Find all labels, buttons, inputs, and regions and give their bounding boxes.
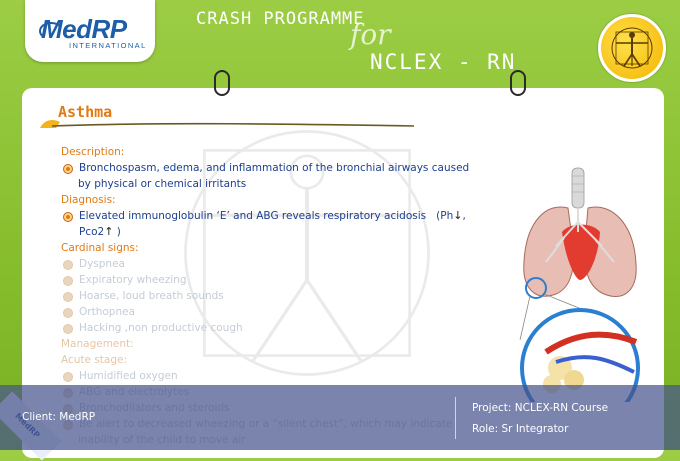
cardinal-signs-label: Cardinal signs: <box>61 242 139 254</box>
cardinal-sign: Dyspnea <box>79 258 125 270</box>
cardinal-sign: Orthopnea <box>79 306 135 318</box>
management-label: Management: <box>61 338 134 350</box>
logo-sub-text: INTERNATIONAL <box>69 41 147 50</box>
diagnosis-main: Elevated immunoglobulin ‘E’ and ABG reveals respiratory acidosis <box>79 210 427 222</box>
list-item <box>61 304 481 320</box>
arrow-down-icon: ↓ <box>453 209 463 222</box>
footer-divider <box>455 397 456 439</box>
acute-stage-label: Acute stage: <box>61 354 128 366</box>
description-text: Bronchospasm, edema, and inflammation of the bronchial airways caused <box>79 162 470 174</box>
cardinal-sign: Hoarse, loud breath sounds <box>79 290 224 302</box>
list-item <box>61 160 481 176</box>
description-text-continued: by physical or chemical irritants <box>78 178 247 190</box>
footer-role: Role: Sr Integrator <box>472 423 569 435</box>
description-label: Description: <box>61 146 125 158</box>
binder-ring-left-icon <box>214 70 230 96</box>
bullet-icon <box>63 164 73 174</box>
title-crash-programme: CRASH PROGRAMME <box>196 9 365 29</box>
bullet-icon <box>63 276 73 286</box>
list-item <box>61 320 481 336</box>
diagnosis-label: Diagnosis: <box>61 194 116 206</box>
title-for: for <box>350 18 391 51</box>
footer-client: Client: MedRP <box>22 411 96 423</box>
bullet-icon <box>63 212 73 222</box>
footer-bar <box>0 385 680 450</box>
list-item <box>61 288 481 304</box>
bullet-icon <box>63 308 73 318</box>
lesson-title: Asthma <box>58 103 113 121</box>
lungs-illustration <box>516 162 666 402</box>
list-item <box>61 272 481 288</box>
list-item <box>61 208 481 240</box>
vitruvian-man-icon <box>604 20 660 76</box>
title-underline-swoosh-icon <box>38 116 418 132</box>
acute-item: Humidified oxygen <box>79 370 178 382</box>
title-nclex-rn: NCLEX - RN <box>370 50 517 74</box>
bullet-icon <box>63 292 73 302</box>
arrow-up-icon: ↑ <box>104 225 114 238</box>
diagnosis-pco2: , Pco2 <box>79 210 466 238</box>
logo-main-text: MedRP <box>41 14 127 44</box>
list-item <box>61 368 481 384</box>
footer-project: Project: NCLEX-RN Course <box>472 402 609 414</box>
binder-ring-right-icon <box>510 70 526 96</box>
list-item <box>61 256 481 272</box>
diagnosis-text <box>79 208 481 240</box>
lungs-icon <box>524 168 636 296</box>
cardinal-sign: Expiratory wheezing <box>79 274 187 286</box>
bullet-icon <box>63 372 73 382</box>
diagnosis-close: ) <box>116 226 121 238</box>
bullet-icon <box>63 324 73 334</box>
cardinal-sign: Hacking ,non productive cough <box>79 322 243 334</box>
vitruvian-badge[interactable] <box>598 14 666 82</box>
bullet-icon <box>63 260 73 270</box>
diagnosis-ph: (Ph <box>436 210 454 222</box>
medrp-logo[interactable] <box>25 0 155 62</box>
